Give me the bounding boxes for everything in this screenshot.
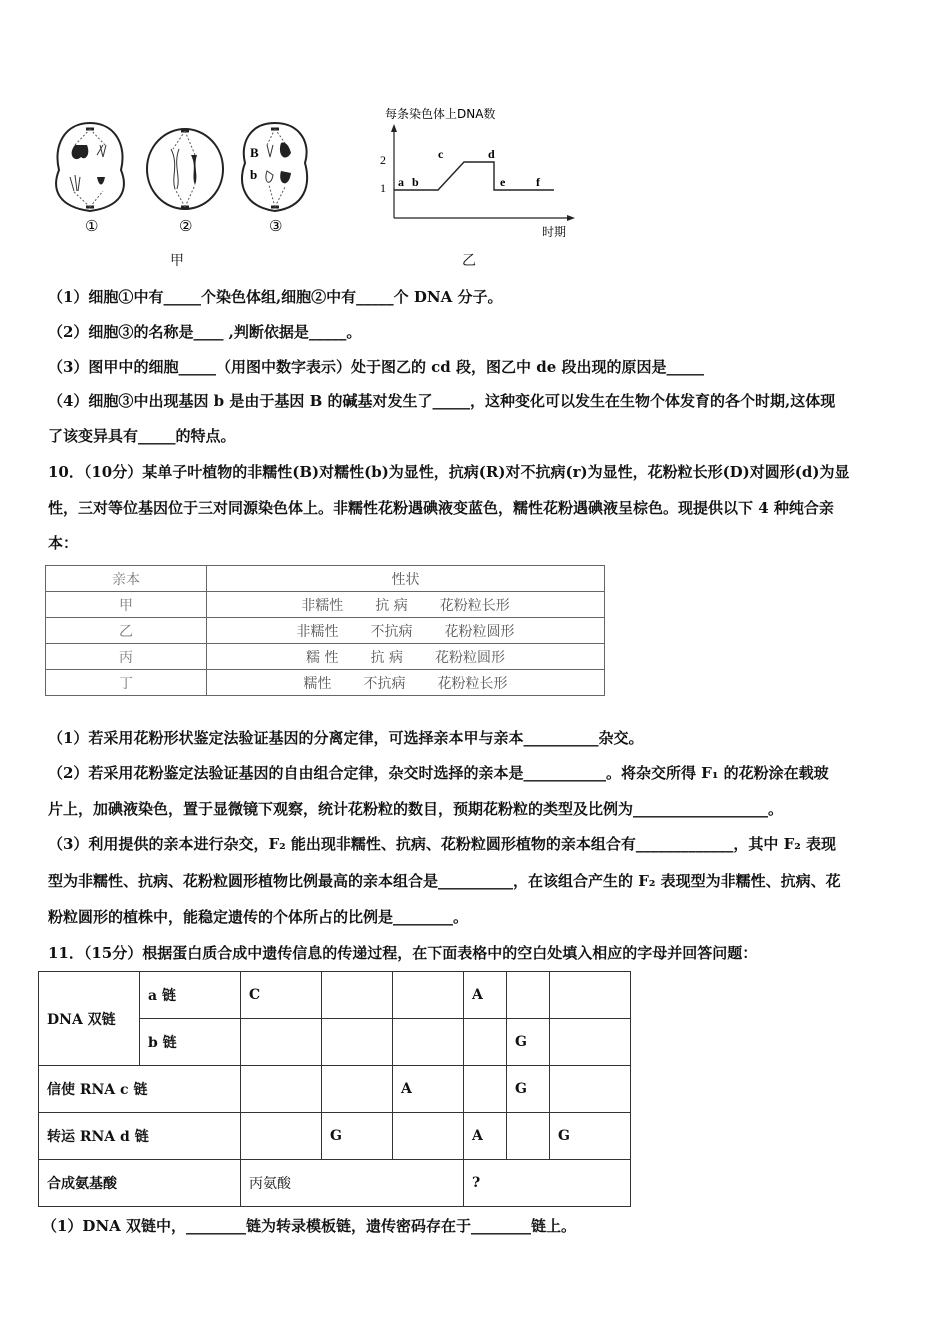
- chart-point-label-f: f: [536, 175, 540, 189]
- q10-part-3-cont2: 粉粒圆形的植株中，能稳定遗传的个体所占的比例是________。: [48, 908, 469, 926]
- chart-ytick-2: 2: [380, 153, 386, 167]
- cell: [241, 1019, 322, 1066]
- trait: 非糯性: [296, 623, 339, 640]
- chart-point-label-b: b: [412, 175, 419, 189]
- trait: 花粉粒长形: [439, 597, 510, 614]
- q9-part-3: （3）图甲中的细胞_____（用图中数字表示）处于图乙的 cd 段，图乙中 de 段出现的原因是_____: [48, 358, 704, 376]
- trna-label: 转运 RNA d 链: [39, 1113, 241, 1160]
- table-header-row: [46, 566, 605, 592]
- figure-yi-chart: [370, 100, 590, 250]
- cell: [322, 1019, 393, 1066]
- chart-ytick-1: 1: [380, 181, 386, 195]
- table-row: [46, 618, 605, 644]
- figure-yi: [370, 100, 590, 250]
- cell: [464, 1066, 507, 1113]
- trait: 抗 病: [375, 597, 408, 614]
- cell: [507, 1113, 550, 1160]
- amino-acid-label: 合成氨基酸: [39, 1160, 241, 1207]
- parent-name: 乙: [46, 618, 207, 644]
- cell: [393, 1019, 464, 1066]
- cell: [322, 972, 393, 1019]
- chart-point-label-a: a: [398, 175, 404, 189]
- cell-1-drawing: [56, 123, 124, 211]
- q11-part-1: （1）DNA 双链中，________链为转录模板链，遗传密码存在于________链上。: [42, 1217, 577, 1235]
- q10-intro-1: 10．（10分）某单子叶植物的非糯性(B)对糯性(b)为显性，抗病(R)对不抗病(r)为显性，花粉粒长形(D)对圆形(d)为显: [48, 463, 850, 481]
- chart-xlabel: 时期: [542, 225, 567, 239]
- chart-ylabel: 每条染色体上DNA数: [385, 107, 496, 121]
- parent-name: 丁: [46, 670, 207, 696]
- a-chain-label: a 链: [140, 972, 241, 1019]
- q9-part-2: （2）细胞③的名称是____ ,判断依据是_____。: [48, 323, 362, 341]
- chart-y-arrow: [391, 124, 397, 132]
- trait: 非糯性: [301, 597, 344, 614]
- trait: 糯性: [303, 675, 332, 692]
- header-parent: 亲本: [46, 566, 207, 592]
- trait: 不抗病: [370, 623, 413, 640]
- cell: [393, 1113, 464, 1160]
- q10-part-3: （3）利用提供的亲本进行杂交，F₂ 能出现非糯性、抗病、花粉粒圆形植物的亲本组合有_____________，其中 F₂ 表现: [48, 835, 837, 853]
- table-row: [46, 644, 605, 670]
- cell-3-drawing: [242, 123, 307, 211]
- table-row: [39, 1160, 631, 1207]
- q9-part-4-cont: 了该变异具有_____的特点。: [48, 427, 236, 445]
- dna-label: DNA 双链: [39, 972, 140, 1066]
- cell-label-2: ②: [179, 217, 193, 235]
- cell: A: [464, 1113, 507, 1160]
- figure-yi-caption: 乙: [462, 253, 476, 269]
- figure-jia-caption: 甲: [170, 253, 184, 269]
- header-traits: 性状: [207, 566, 605, 592]
- cell: G: [550, 1113, 631, 1160]
- trait: 花粉粒长形: [437, 675, 508, 692]
- chart-point-label-d: d: [488, 147, 495, 161]
- cell: ?: [464, 1160, 631, 1207]
- cell: [507, 972, 550, 1019]
- q9-part-1: （1）细胞①中有_____个染色体组,细胞②中有_____个 DNA 分子。: [48, 288, 503, 306]
- q10-part-1: （1）若采用花粉形状鉴定法验证基因的分离定律，可选择亲本甲与亲本__________杂交。: [48, 729, 644, 747]
- q10-parents-table: [45, 565, 605, 696]
- q9-part-4: （4）细胞③中出现基因 b 是由于基因 B 的碱基对发生了_____，这种变化可以发生在生物个体发育的各个时期,这体现: [48, 392, 836, 410]
- q10-intro-2: 性，三对等位基因位于三对同源染色体上。非糯性花粉遇碘液变蓝色，糯性花粉遇碘液呈棕色。现提供以下 4 种纯合亲: [48, 499, 834, 517]
- cell: [464, 1019, 507, 1066]
- cell: [241, 1066, 322, 1113]
- cell: A: [464, 972, 507, 1019]
- parent-name: 甲: [46, 592, 207, 618]
- trait: 糯 性: [306, 649, 339, 666]
- cell-2-drawing: [147, 129, 223, 209]
- parent-name: 丙: [46, 644, 207, 670]
- q11-intro: 11．（15分）根据蛋白质合成中遗传信息的传递过程，在下面表格中的空白处填入相应的字母并回答问题：: [48, 944, 758, 962]
- trait: 花粉粒圆形: [444, 623, 515, 640]
- table-row: [46, 592, 605, 618]
- cell: [241, 1113, 322, 1160]
- cell: G: [507, 1066, 550, 1113]
- q11-table: [38, 971, 631, 1207]
- cell: [550, 1019, 631, 1066]
- q10-part-2-cont: 片上，加碘液染色，置于显微镜下观察，统计花粉粒的数目，预期花粉粒的类型及比例为__________________。: [48, 800, 784, 818]
- trait: 抗 病: [370, 649, 403, 666]
- gene-label-B: B: [250, 145, 259, 160]
- mrna-label: 信使 RNA c 链: [39, 1066, 241, 1113]
- figure-jia: [45, 115, 305, 265]
- q10-part-2: （2）若采用花粉鉴定法验证基因的自由组合定律，杂交时选择的亲本是___________。将杂交所得 F₁ 的花粉涂在载玻: [48, 764, 829, 782]
- q10-part-3-cont: 型为非糯性、抗病、花粉粒圆形植物比例最高的亲本组合是__________，在该组合产生的 F₂ 表现型为非糯性、抗病、花: [48, 872, 841, 890]
- cell: [393, 972, 464, 1019]
- cell: A: [393, 1066, 464, 1113]
- table-row: [39, 972, 631, 1019]
- cell: [550, 972, 631, 1019]
- gene-label-b: b: [250, 167, 258, 182]
- cell: [550, 1066, 631, 1113]
- cell-label-3: ③: [269, 217, 283, 235]
- chart-point-label-e: e: [500, 175, 506, 189]
- chart-point-label-c: c: [438, 147, 444, 161]
- trait: 不抗病: [363, 675, 406, 692]
- cell: 丙氨酸: [241, 1160, 464, 1207]
- cell: [322, 1066, 393, 1113]
- table-row: [39, 1066, 631, 1113]
- cell: C: [241, 972, 322, 1019]
- chart-x-arrow: [567, 215, 575, 221]
- table-row: [39, 1113, 631, 1160]
- table-row: [46, 670, 605, 696]
- cell: G: [507, 1019, 550, 1066]
- trait: 花粉粒圆形: [434, 649, 505, 666]
- cell: G: [322, 1113, 393, 1160]
- figure-jia-drawing: [45, 115, 305, 265]
- b-chain-label: b 链: [140, 1019, 241, 1066]
- cell-label-1: ①: [85, 217, 99, 235]
- q10-intro-3: 本：: [48, 534, 79, 552]
